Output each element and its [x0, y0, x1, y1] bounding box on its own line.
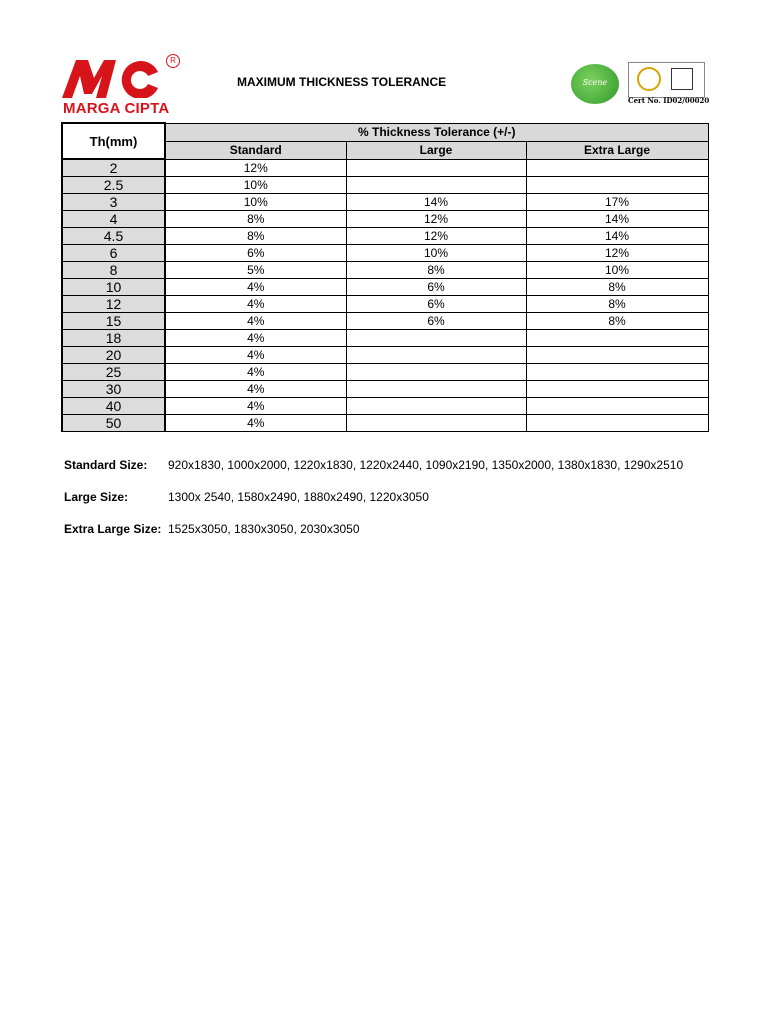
- thickness-cell: 40: [62, 398, 165, 415]
- thickness-cell: 15: [62, 313, 165, 330]
- large-tolerance-cell: [346, 415, 526, 432]
- standard-tolerance-cell: 10%: [165, 194, 346, 211]
- table-row: [62, 177, 708, 194]
- table-row: [62, 347, 708, 364]
- standard-tolerance-cell: 8%: [165, 211, 346, 228]
- document-title: MAXIMUM THICKNESS TOLERANCE: [237, 75, 447, 89]
- standard-tolerance-cell: 4%: [165, 347, 346, 364]
- extra-large-tolerance-cell: [526, 364, 708, 381]
- extra-large-size-value: 1525x3050, 1830x3050, 2030x3050: [168, 522, 360, 536]
- extra-large-tolerance-cell: 8%: [526, 279, 708, 296]
- table-row: [62, 398, 708, 415]
- large-tolerance-cell: [346, 398, 526, 415]
- large-tolerance-cell: 6%: [346, 313, 526, 330]
- large-size-label: Large Size:: [64, 490, 129, 504]
- table-row: [62, 159, 708, 177]
- standard-tolerance-cell: 4%: [165, 398, 346, 415]
- extra-large-size-line: [64, 522, 360, 536]
- thickness-cell: 6: [62, 245, 165, 262]
- thickness-cell: 12: [62, 296, 165, 313]
- extra-large-tolerance-cell: [526, 330, 708, 347]
- table-row: [62, 228, 708, 245]
- extra-large-tolerance-cell: 14%: [526, 211, 708, 228]
- thickness-column-header: Th(mm): [62, 123, 165, 159]
- table-row: [62, 364, 708, 381]
- standard-tolerance-cell: 12%: [165, 159, 346, 177]
- standard-tolerance-cell: 4%: [165, 364, 346, 381]
- table-row: [62, 279, 708, 296]
- green-scene-label: Scene: [582, 78, 608, 87]
- extra-large-tolerance-cell: 14%: [526, 228, 708, 245]
- large-tolerance-cell: [346, 177, 526, 194]
- large-tolerance-cell: 10%: [346, 245, 526, 262]
- thickness-cell: 2.5: [62, 177, 165, 194]
- extra-large-tolerance-cell: [526, 159, 708, 177]
- brand-logo: [62, 54, 182, 118]
- standard-tolerance-cell: 10%: [165, 177, 346, 194]
- large-size-line: [64, 490, 429, 504]
- extra-large-tolerance-cell: [526, 381, 708, 398]
- thickness-cell: 3: [62, 194, 165, 211]
- large-size-value: 1300x 2540, 1580x2490, 1880x2490, 1220x3050: [168, 490, 429, 504]
- table-row: [62, 381, 708, 398]
- table-body: [62, 159, 708, 432]
- large-tolerance-cell: [346, 381, 526, 398]
- thickness-cell: 4.5: [62, 228, 165, 245]
- table-row: [62, 194, 708, 211]
- large-tolerance-cell: [346, 364, 526, 381]
- standard-tolerance-cell: 5%: [165, 262, 346, 279]
- extra-large-tolerance-cell: [526, 398, 708, 415]
- tolerance-group-header: % Thickness Tolerance (+/-): [165, 123, 708, 141]
- cert-seal-icon: [637, 67, 661, 91]
- standard-tolerance-cell: 4%: [165, 330, 346, 347]
- table-row: [62, 211, 708, 228]
- green-scene-badge: [571, 64, 619, 104]
- thickness-cell: 25: [62, 364, 165, 381]
- large-column-header: Large: [346, 141, 526, 159]
- cert-mark-icon: [671, 68, 693, 90]
- thickness-tolerance-table: [61, 122, 709, 432]
- standard-tolerance-cell: 4%: [165, 415, 346, 432]
- standard-tolerance-cell: 4%: [165, 381, 346, 398]
- large-tolerance-cell: 14%: [346, 194, 526, 211]
- brand-name: MARGA CIPTA: [63, 100, 170, 117]
- large-tolerance-cell: 8%: [346, 262, 526, 279]
- extra-large-tolerance-cell: 10%: [526, 262, 708, 279]
- registered-mark-icon: R: [166, 54, 180, 68]
- thickness-cell: 20: [62, 347, 165, 364]
- large-tolerance-cell: 6%: [346, 279, 526, 296]
- standard-tolerance-cell: 4%: [165, 279, 346, 296]
- extra-large-column-header: Extra Large: [526, 141, 708, 159]
- table-row: [62, 415, 708, 432]
- standard-size-value: 920x1830, 1000x2000, 1220x1830, 1220x2440, 1090x2190, 1350x2000, 1380x1830, 1290x2510: [168, 458, 684, 472]
- standard-tolerance-cell: 4%: [165, 313, 346, 330]
- table-row: [62, 313, 708, 330]
- large-tolerance-cell: 12%: [346, 228, 526, 245]
- thickness-cell: 4: [62, 211, 165, 228]
- extra-large-tolerance-cell: 8%: [526, 296, 708, 313]
- cert-number: Cert No. ID02/00020: [628, 96, 710, 105]
- large-tolerance-cell: 12%: [346, 211, 526, 228]
- extra-large-tolerance-cell: 8%: [526, 313, 708, 330]
- table-row: [62, 330, 708, 347]
- thickness-cell: 8: [62, 262, 165, 279]
- thickness-cell: 50: [62, 415, 165, 432]
- extra-large-tolerance-cell: [526, 415, 708, 432]
- thickness-cell: 18: [62, 330, 165, 347]
- standard-tolerance-cell: 8%: [165, 228, 346, 245]
- standard-tolerance-cell: 4%: [165, 296, 346, 313]
- extra-large-tolerance-cell: [526, 347, 708, 364]
- certification-logo: [628, 62, 705, 98]
- extra-large-tolerance-cell: 17%: [526, 194, 708, 211]
- table-row: [62, 296, 708, 313]
- thickness-cell: 10: [62, 279, 165, 296]
- large-tolerance-cell: [346, 330, 526, 347]
- table-row: [62, 262, 708, 279]
- extra-large-tolerance-cell: [526, 177, 708, 194]
- table-group-header-row: [62, 123, 708, 141]
- thickness-cell: 30: [62, 381, 165, 398]
- table-row: [62, 245, 708, 262]
- standard-tolerance-cell: 6%: [165, 245, 346, 262]
- standard-column-header: Standard: [165, 141, 346, 159]
- extra-large-size-label: Extra Large Size:: [64, 522, 162, 536]
- large-tolerance-cell: [346, 159, 526, 177]
- large-tolerance-cell: [346, 347, 526, 364]
- standard-size-line: [64, 458, 683, 472]
- extra-large-tolerance-cell: 12%: [526, 245, 708, 262]
- mc-logo-mark: [62, 60, 166, 98]
- standard-size-label: Standard Size:: [64, 458, 148, 472]
- thickness-cell: 2: [62, 159, 165, 177]
- large-tolerance-cell: 6%: [346, 296, 526, 313]
